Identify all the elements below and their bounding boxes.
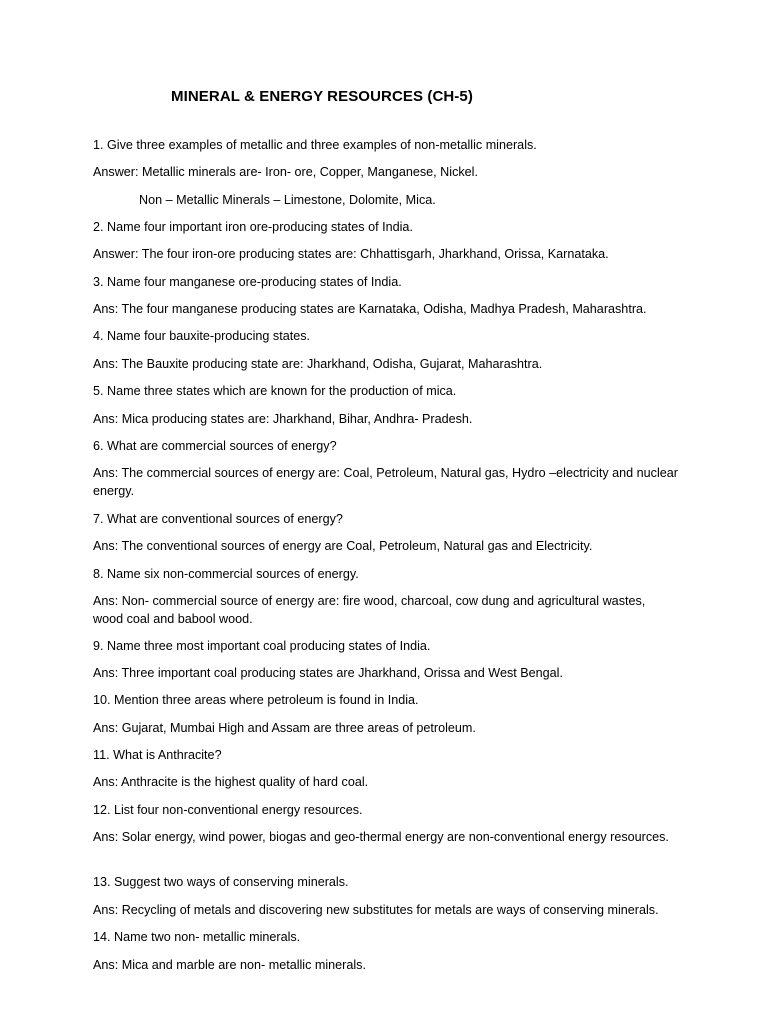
answer-1-non-metallic: Non – Metallic Minerals – Limestone, Dolomite, Mica.: [139, 193, 436, 207]
answer-8: Ans: Non- commercial source of energy are: fire wood, charcoal, cow dung and agricultural wastes, wood coal and babool wood.: [93, 594, 646, 626]
answer-13: Ans: Recycling of metals and discovering new substitutes for metals are ways of conserving minerals.: [93, 903, 659, 917]
answer-2: Answer: The four iron-ore producing states are: Chhattisgarh, Jharkhand, Orissa, Karnataka.: [93, 247, 609, 261]
question-4: 4. Name four bauxite-producing states.: [93, 329, 311, 343]
answer-14: Ans: Mica and marble are non- metallic minerals.: [93, 958, 366, 972]
question-14: 14. Name two non- metallic minerals.: [93, 930, 301, 944]
question-3: 3. Name four manganese ore-producing states of India.: [93, 275, 402, 289]
question-12: 12. List four non-conventional energy resources.: [93, 803, 363, 817]
question-5: 5. Name three states which are known for the production of mica.: [93, 384, 457, 398]
question-10: 10. Mention three areas where petroleum is found in India.: [93, 693, 419, 707]
answer-7: Ans: The conventional sources of energy are Coal, Petroleum, Natural gas and Electricity.: [93, 539, 593, 553]
answer-9: Ans: Three important coal producing states are Jharkhand, Orissa and West Bengal.: [93, 666, 563, 680]
question-9: 9. Name three most important coal producing states of India.: [93, 639, 431, 653]
answer-1-metallic: Answer: Metallic minerals are- Iron- ore, Copper, Manganese, Nickel.: [93, 165, 478, 179]
answer-4: Ans: The Bauxite producing state are: Jharkhand, Odisha, Gujarat, Maharashtra.: [93, 357, 543, 371]
question-7: 7. What are conventional sources of energy?: [93, 512, 343, 526]
page-title: MINERAL & ENERGY RESOURCES (CH-5): [171, 88, 473, 105]
question-6: 6. What are commercial sources of energy?: [93, 439, 337, 453]
question-13: 13. Suggest two ways of conserving minerals.: [93, 875, 349, 889]
answer-5: Ans: Mica producing states are: Jharkhand, Bihar, Andhra- Pradesh.: [93, 412, 473, 426]
question-8: 8. Name six non-commercial sources of energy.: [93, 567, 359, 581]
question-11: 11. What is Anthracite?: [93, 748, 222, 762]
question-2: 2. Name four important iron ore-producing states of India.: [93, 220, 413, 234]
answer-3: Ans: The four manganese producing states are Karnataka, Odisha, Madhya Pradesh, Maharashtra.: [93, 302, 647, 316]
question-1: 1. Give three examples of metallic and three examples of non-metallic minerals.: [93, 138, 537, 152]
answer-11: Ans: Anthracite is the highest quality of hard coal.: [93, 775, 369, 789]
answer-10: Ans: Gujarat, Mumbai High and Assam are three areas of petroleum.: [93, 721, 476, 735]
answer-6: Ans: The commercial sources of energy are: Coal, Petroleum, Natural gas, Hydro –electricity and nuclear energy.: [93, 466, 678, 498]
answer-12: Ans: Solar energy, wind power, biogas and geo-thermal energy are non-conventional energy resources.: [93, 830, 669, 844]
